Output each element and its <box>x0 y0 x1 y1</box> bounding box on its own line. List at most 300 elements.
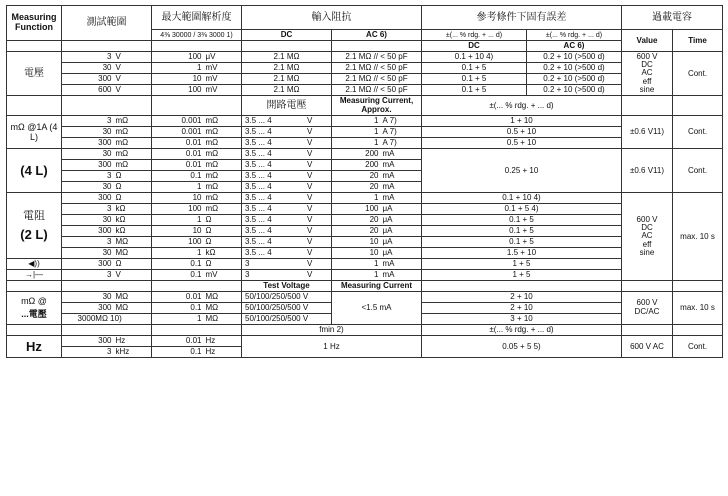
range-cell <box>62 303 152 314</box>
voltage-row <box>7 74 723 85</box>
value-number: 3 <box>107 204 112 213</box>
resolution-cell <box>152 52 242 63</box>
value-number: 300 <box>98 226 112 235</box>
value-number: 0.01 <box>185 149 202 158</box>
value-number: 0.001 <box>181 116 202 125</box>
two-l-label-en: (2 L) <box>20 226 48 242</box>
value-unit: MΩ <box>115 237 129 246</box>
header-err-dc-pm: ±(... % rdg. + ... d) <box>422 30 527 41</box>
range-cell <box>62 292 152 303</box>
value-unit: mA <box>382 149 395 158</box>
open-voltage-cell <box>242 270 332 281</box>
value-unit: MΩ <box>205 314 219 323</box>
value-unit: mA <box>382 193 395 202</box>
value-number: 3.5 ... 4 <box>245 171 272 180</box>
four-l-section <box>7 149 723 193</box>
current-cell <box>332 248 422 259</box>
range-cell <box>62 193 152 204</box>
current-cell <box>332 215 422 226</box>
two-l-label-cn: 電阻 <box>23 209 45 222</box>
value-number: 30 <box>102 182 112 191</box>
value-unit: Ω <box>205 259 212 268</box>
value-number: 3.5 ... 4 <box>245 237 272 246</box>
resolution-cell <box>152 160 242 171</box>
value-unit: mΩ <box>205 182 219 191</box>
current-cell <box>332 171 422 182</box>
value-unit: μA <box>382 215 393 224</box>
open-voltage-cell <box>242 171 332 182</box>
range-cell <box>62 204 152 215</box>
header-function: Measuring Function <box>7 6 62 41</box>
range-cell <box>62 149 152 160</box>
open-voltage-cell <box>242 160 332 171</box>
value-unit: Ω <box>115 193 122 202</box>
error-cell: 2 + 10 <box>422 303 622 314</box>
value-number: 1 <box>197 63 202 72</box>
value-number: 10 <box>369 237 379 246</box>
insulation-label-2: ...電壓 <box>21 309 47 319</box>
resolution-cell <box>152 138 242 149</box>
range-cell <box>62 226 152 237</box>
header-res-error: ±(... % rdg. + ... d) <box>422 96 622 116</box>
current-cell <box>332 182 422 193</box>
value-number: 300 <box>98 259 112 268</box>
value-unit: μA <box>382 204 393 213</box>
resolution-cell <box>152 259 242 270</box>
current-cell <box>332 237 422 248</box>
header-fmin: fmin 2) <box>242 325 422 336</box>
range-cell <box>62 182 152 193</box>
value-unit: V <box>307 127 313 136</box>
open-voltage-cell <box>242 182 332 193</box>
error-cell: 0.1 + 5 <box>422 237 622 248</box>
resolution-cell <box>152 292 242 303</box>
resistance-row <box>7 127 723 138</box>
value-unit: mΩ <box>115 127 129 136</box>
four-l-label: (4 L) <box>7 149 62 193</box>
resolution-cell <box>152 171 242 182</box>
value-unit: mΩ <box>205 204 219 213</box>
current-cell <box>332 193 422 204</box>
resolution-cell <box>152 303 242 314</box>
test-voltage-cell: 50/100/250/500 V <box>242 292 332 303</box>
value-unit: mΩ <box>205 116 219 125</box>
value-number: 3 <box>107 237 112 246</box>
value-unit: mV <box>205 74 218 83</box>
error-ac-cell: 0.2 + 10 (>500 d) <box>527 74 622 85</box>
value-unit: mΩ <box>115 116 129 125</box>
range-cell <box>62 347 152 358</box>
value-unit: MΩ <box>205 303 219 312</box>
value-unit: kHz <box>115 347 130 356</box>
value-number: 20 <box>369 226 379 235</box>
value-number: 3.5 ... 4 <box>245 149 272 158</box>
value-unit: mΩ <box>115 160 129 169</box>
value-unit: Ω <box>115 171 122 180</box>
value-number: 10 <box>192 226 202 235</box>
value-unit: V <box>307 248 313 257</box>
value-unit: mV <box>205 85 218 94</box>
value-number: 300 <box>98 160 112 169</box>
value-number: 200 <box>365 149 379 158</box>
value-number: 3 <box>245 259 250 268</box>
header-row-3 <box>7 41 723 52</box>
value-number: 0.01 <box>185 336 202 345</box>
error-cell: 1 + 5 <box>422 259 622 270</box>
value-number: 0.01 <box>185 138 202 147</box>
error-cell: 1 + 10 <box>422 116 622 127</box>
two-l-label <box>7 193 62 259</box>
value-number: 300 <box>98 303 112 312</box>
resistance-row <box>7 226 723 237</box>
voltage-row <box>7 63 723 74</box>
input-dc-cell: 2.1 MΩ <box>242 85 332 96</box>
value-number: 3.5 ... 4 <box>245 127 272 136</box>
range-cell <box>62 314 152 325</box>
error-cell: 2 + 10 <box>422 292 622 303</box>
value-unit: V <box>307 193 313 202</box>
header-error: 參考條件下固有誤差 <box>422 6 622 30</box>
value-unit: mA <box>382 270 395 279</box>
range-cell <box>62 74 152 85</box>
resistance-row <box>7 215 723 226</box>
value-number: 1 <box>197 182 202 191</box>
low-ohm-section <box>7 116 723 149</box>
value-unit: mA <box>382 160 395 169</box>
value-number: 100 <box>188 52 202 61</box>
range-cell <box>62 259 152 270</box>
header-time: Time <box>673 30 723 52</box>
value-unit: A 7) <box>382 116 397 125</box>
input-ac-cell: 2.1 MΩ // < 50 pF <box>332 52 422 63</box>
range-cell <box>62 237 152 248</box>
value-number: 3 <box>107 347 112 356</box>
value-unit: A 7) <box>382 127 397 136</box>
value-unit: MΩ <box>115 303 129 312</box>
resistance-row <box>7 259 723 270</box>
value-unit: μA <box>382 226 393 235</box>
input-ac-cell: 2.1 MΩ // < 50 pF <box>332 63 422 74</box>
value-unit: kΩ <box>115 215 126 224</box>
value-number: 300 <box>98 336 112 345</box>
value-number: 0.001 <box>181 127 202 136</box>
value-number: 3.5 ... 4 <box>245 182 272 191</box>
error-cell: 0.1 + 5 4) <box>422 204 622 215</box>
value-unit: mV <box>205 63 218 72</box>
header-dc: DC <box>242 30 332 41</box>
value-number: 3 <box>245 270 250 279</box>
range-cell <box>62 138 152 149</box>
error-ac-cell: 0.2 + 10 (>500 d) <box>527 63 622 74</box>
frequency-row <box>7 336 723 347</box>
header-input-impedance: 輸入阻抗 <box>242 6 422 30</box>
value-unit: V <box>115 85 121 94</box>
range-cell <box>62 160 152 171</box>
resistance-row <box>7 270 723 281</box>
value-unit: V <box>307 215 313 224</box>
open-voltage-cell <box>242 116 332 127</box>
header-err-ac-pm: ±(... % rdg. + ... d) <box>527 30 622 41</box>
header-row-1 <box>7 6 723 30</box>
frequency-label: Hz <box>7 336 62 358</box>
value-unit: V <box>307 138 313 147</box>
value-number: 1 <box>374 193 379 202</box>
value-number: 1 <box>197 314 202 323</box>
value-number: 1 <box>197 215 202 224</box>
value-unit: V <box>115 270 121 279</box>
error-cell: 1 + 5 <box>422 270 622 281</box>
input-ac-cell: 2.1 MΩ // < 50 pF <box>332 85 422 96</box>
value-unit: μA <box>382 248 393 257</box>
value-unit: MΩ <box>115 292 129 301</box>
low-ohm-overload: ±0.6 V11) <box>622 116 673 149</box>
value-unit: V <box>115 63 121 72</box>
value-unit: Ω <box>205 215 212 224</box>
value-number: 3.5 ... 4 <box>245 160 272 169</box>
low-ohm-time: Cont. <box>673 116 723 149</box>
resistance-row <box>7 248 723 259</box>
range-cell <box>62 85 152 96</box>
value-number: 3000MΩ 10) <box>77 314 122 323</box>
header-resolution: 最大範圍解析度 <box>152 6 242 30</box>
value-number: 3.5 ... 4 <box>245 226 272 235</box>
value-number: 3.5 ... 4 <box>245 193 272 202</box>
value-unit: V <box>307 149 313 158</box>
error-dc-cell: 0.1 + 5 <box>422 85 527 96</box>
error-cell: 0.5 + 10 <box>422 138 622 149</box>
range-cell <box>62 215 152 226</box>
insulation-header-row <box>7 281 723 292</box>
resolution-cell <box>152 127 242 138</box>
value-unit: Ω <box>205 237 212 246</box>
value-unit: kΩ <box>205 248 216 257</box>
range-cell <box>62 336 152 347</box>
value-unit: V <box>307 237 313 246</box>
value-unit: mΩ <box>205 193 219 202</box>
continuity-icon: ◀)) <box>7 259 62 270</box>
range-cell <box>62 52 152 63</box>
error-cell: 1.5 + 10 <box>422 248 622 259</box>
range-cell <box>62 171 152 182</box>
current-cell <box>332 226 422 237</box>
value-unit: V <box>307 270 313 279</box>
two-l-time: max. 10 s <box>673 193 723 281</box>
test-voltage-cell: 50/100/250/500 V <box>242 314 332 325</box>
header-insul-current: Measuring Current <box>332 281 422 292</box>
value-number: 0.1 <box>190 303 202 312</box>
spec-table <box>6 5 723 358</box>
value-number: 3 <box>107 52 112 61</box>
fmin-value: 1 Hz <box>242 336 422 358</box>
value-number: 300 <box>98 74 112 83</box>
value-unit: A 7) <box>382 138 397 147</box>
resolution-cell <box>152 215 242 226</box>
current-cell <box>332 116 422 127</box>
resistance-row <box>7 204 723 215</box>
resolution-cell <box>152 314 242 325</box>
open-voltage-cell <box>242 204 332 215</box>
low-ohm-label: mΩ @1A (4 L) <box>7 116 62 149</box>
value-number: 1 <box>374 127 379 136</box>
resolution-cell <box>152 74 242 85</box>
value-unit: V <box>115 74 121 83</box>
resistance-row <box>7 149 723 160</box>
value-unit: μA <box>382 237 393 246</box>
resistance-row <box>7 116 723 127</box>
resolution-cell <box>152 336 242 347</box>
open-voltage-cell <box>242 149 332 160</box>
value-number: 10 <box>192 193 202 202</box>
header-range: 測試範圍 <box>62 6 152 41</box>
value-number: 0.1 <box>190 347 202 356</box>
error-cell: 0.5 + 10 <box>422 127 622 138</box>
frequency-header-row <box>7 325 723 336</box>
value-unit: Ω <box>115 182 122 191</box>
value-number: 3.5 ... 4 <box>245 215 272 224</box>
current-cell <box>332 160 422 171</box>
value-number: 600 <box>98 85 112 94</box>
frequency-error: 0.05 + 5 5) <box>422 336 622 358</box>
insulation-label-1: mΩ @ <box>21 296 47 306</box>
voltage-row <box>7 85 723 96</box>
current-cell <box>332 259 422 270</box>
insulation-label <box>7 292 62 325</box>
resistance-row <box>7 193 723 204</box>
value-unit: mΩ <box>205 160 219 169</box>
value-number: 30 <box>102 215 112 224</box>
value-unit: V <box>307 204 313 213</box>
value-unit: mA <box>382 259 395 268</box>
value-unit: kΩ <box>115 226 126 235</box>
resistance-header-row <box>7 96 723 116</box>
header-err-dc: DC <box>422 41 527 52</box>
range-cell <box>62 127 152 138</box>
error-cell: 3 + 10 <box>422 314 622 325</box>
value-number: 3 <box>107 116 112 125</box>
value-number: 1 <box>374 138 379 147</box>
value-number: 20 <box>369 215 379 224</box>
value-number: 10 <box>192 74 202 83</box>
error-cell: 0.1 + 5 <box>422 215 622 226</box>
four-l-overload: ±0.6 V11) <box>622 149 673 193</box>
value-number: 100 <box>188 237 202 246</box>
voltage-label: 電壓 <box>7 52 62 96</box>
value-number: 1 <box>374 259 379 268</box>
value-unit: mA <box>382 182 395 191</box>
value-unit: Hz <box>205 336 216 345</box>
header-err-ac: AC 6) <box>527 41 622 52</box>
resolution-cell <box>152 63 242 74</box>
current-cell <box>332 127 422 138</box>
value-unit: V <box>307 160 313 169</box>
value-unit: mΩ <box>205 138 219 147</box>
range-cell <box>62 116 152 127</box>
value-number: 200 <box>365 160 379 169</box>
value-unit: mV <box>205 270 218 279</box>
value-unit: V <box>307 259 313 268</box>
value-unit: MΩ <box>205 292 219 301</box>
value-number: 300 <box>98 138 112 147</box>
current-cell <box>332 149 422 160</box>
error-dc-cell: 0.1 + 5 <box>422 63 527 74</box>
value-number: 0.1 <box>190 270 202 279</box>
header-test-voltage: Test Voltage <box>242 281 332 292</box>
value-number: 3.5 ... 4 <box>245 116 272 125</box>
header-resolution-sub: 4⅜ 30000 / 3⅜ 3000 1) <box>152 30 242 41</box>
resolution-cell <box>152 116 242 127</box>
error-dc-cell: 0.1 + 10 4) <box>422 52 527 63</box>
value-unit: Hz <box>205 347 216 356</box>
four-l-error: 0.25 + 10 <box>422 149 622 193</box>
resolution-cell <box>152 182 242 193</box>
value-unit: Ω <box>115 259 122 268</box>
open-voltage-cell <box>242 193 332 204</box>
insulation-current: <1.5 mA <box>332 292 422 325</box>
insulation-row <box>7 292 723 303</box>
value-unit: mΩ <box>205 127 219 136</box>
value-number: 3 <box>107 270 112 279</box>
resolution-cell <box>152 226 242 237</box>
current-cell <box>332 204 422 215</box>
header-freq-error: ±(... % rdg. + ... d) <box>422 325 622 336</box>
value-number: 30 <box>102 292 112 301</box>
input-ac-cell: 2.1 MΩ // < 50 pF <box>332 74 422 85</box>
value-unit: Ω <box>205 226 212 235</box>
value-number: 30 <box>102 63 112 72</box>
resolution-cell <box>152 204 242 215</box>
range-cell <box>62 248 152 259</box>
open-voltage-cell <box>242 138 332 149</box>
voltage-time: Cont. <box>673 52 723 96</box>
value-unit: mΩ <box>205 149 219 158</box>
diode-icon: →|— <box>7 270 62 281</box>
value-number: 3 <box>107 171 112 180</box>
value-unit: V <box>307 171 313 180</box>
open-voltage-cell <box>242 127 332 138</box>
header-value: Value <box>622 30 673 52</box>
open-voltage-cell <box>242 237 332 248</box>
two-l-overload: 600 V DC AC eff sine <box>622 193 673 281</box>
current-cell <box>332 138 422 149</box>
value-number: 100 <box>365 204 379 213</box>
value-number: 20 <box>369 171 379 180</box>
value-unit: V <box>307 182 313 191</box>
value-number: 100 <box>188 204 202 213</box>
resolution-cell <box>152 149 242 160</box>
error-dc-cell: 0.1 + 5 <box>422 74 527 85</box>
open-voltage-cell <box>242 215 332 226</box>
resistance-row <box>7 138 723 149</box>
error-ac-cell: 0.2 + 10 (>500 d) <box>527 52 622 63</box>
error-ac-cell: 0.2 + 10 (>500 d) <box>527 85 622 96</box>
value-number: 1 <box>374 116 379 125</box>
value-number: 300 <box>98 193 112 202</box>
value-number: 3.5 ... 4 <box>245 138 272 147</box>
value-number: 10 <box>369 248 379 257</box>
value-unit: mΩ <box>115 149 129 158</box>
value-number: 0.01 <box>185 292 202 301</box>
value-number: 30 <box>102 149 112 158</box>
value-number: 3.5 ... 4 <box>245 204 272 213</box>
open-voltage-cell <box>242 248 332 259</box>
voltage-row <box>7 52 723 63</box>
resolution-cell <box>152 85 242 96</box>
header-ac: AC 6) <box>332 30 422 41</box>
current-cell <box>332 270 422 281</box>
resistance-row <box>7 237 723 248</box>
value-unit: mΩ <box>115 138 129 147</box>
value-number: 1 <box>197 248 202 257</box>
